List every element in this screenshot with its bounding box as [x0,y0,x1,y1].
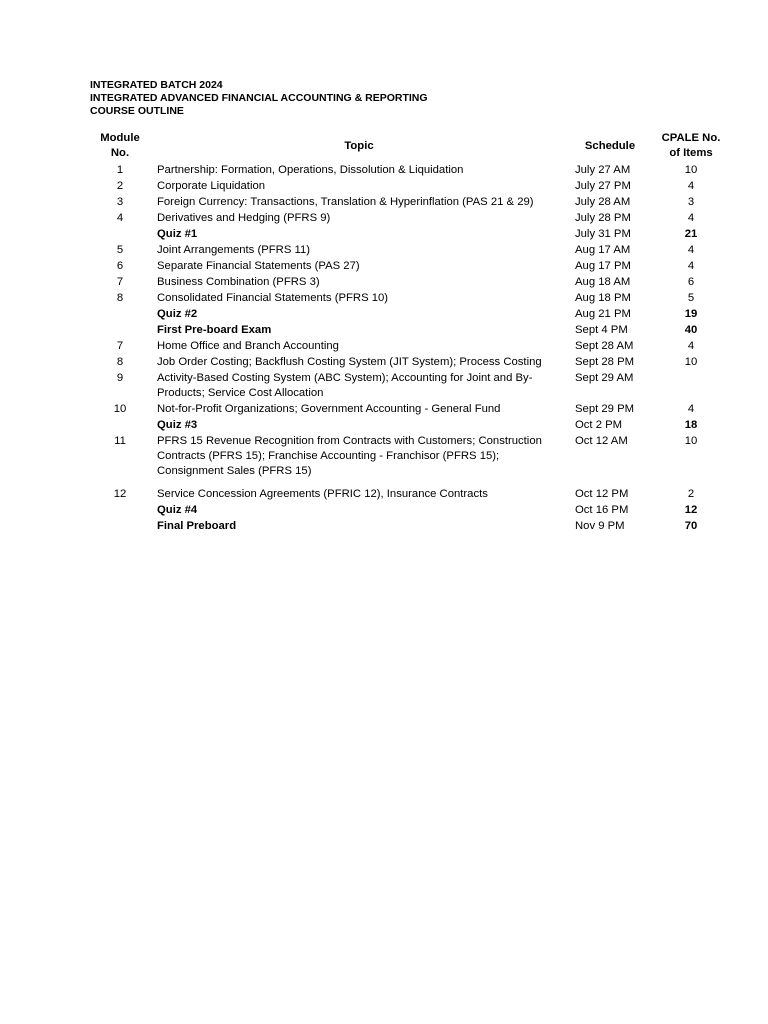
topic-cell: PFRS 15 Revenue Recognition from Contracts with Customers; Construction Contracts (PFRS 15); Franchise Accounting - Franchisor (PFRS 15); Consignment Sales (PFRS 15) [157,434,542,477]
schedule-cell: July 27 PM [575,179,631,192]
topic-cell: Final Preboard [157,520,237,532]
items-cell: 6 [687,275,695,288]
module-cell: 8 [116,291,124,304]
schedule-cell: Sept 29 AM [575,371,634,384]
module-cell [90,322,150,338]
outline-title: COURSE OUTLINE [90,105,184,117]
topic-cell: Corporate Liquidation [157,179,266,192]
module-cell: 7 [116,339,124,352]
table-header-row [90,130,730,162]
module-cell [90,226,150,242]
items-cell [652,370,730,401]
topic-cell: Home Office and Branch Accounting [157,339,339,352]
topic-cell: Business Combination (PFRS 3) [157,275,320,288]
module-header: Module No. [100,132,140,159]
module-cell [90,519,150,535]
items-cell: 70 [684,520,698,532]
module-cell: 2 [116,179,124,192]
schedule-cell: Sept 28 AM [575,339,634,352]
topic-cell: Separate Financial Statements (PAS 27) [157,259,360,272]
schedule-cell: July 27 AM [575,163,631,176]
items-cell: 5 [687,291,695,304]
topic-cell: Activity-Based Costing System (ABC System); Accounting for Joint and By-Products; Service Cost Allocation [157,371,533,399]
table-row [90,178,730,194]
schedule-cell: Aug 18 PM [575,291,631,304]
module-cell [90,417,150,433]
topic-cell: Quiz #3 [157,418,198,431]
module-cell: 9 [116,371,124,384]
items-cell: 2 [687,488,695,500]
quiz-row [90,417,730,433]
table-row [90,242,730,258]
module-cell: 12 [113,488,127,500]
items-cell: 4 [687,211,695,224]
module-cell: 8 [116,355,124,368]
table-body [90,162,730,535]
topic-cell: Foreign Currency: Transactions, Translation & Hyperinflation (PAS 21 & 29) [157,195,534,208]
schedule-cell: Aug 18 AM [575,275,631,288]
items-cell: 4 [687,243,695,256]
table-row [90,338,730,354]
table-row [90,487,730,503]
table-row [90,274,730,290]
items-cell: 10 [684,355,698,368]
topic-cell: First Pre-board Exam [157,323,272,336]
items-cell: 3 [687,195,695,208]
schedule-cell: July 31 PM [575,227,631,240]
items-cell: 4 [687,259,695,272]
schedule-cell: Oct 12 AM [575,434,628,447]
schedule-cell: Sept 4 PM [575,323,628,336]
items-cell: 21 [684,227,698,240]
batch-title: INTEGRATED BATCH 2024 [90,79,223,91]
table-row [90,354,730,370]
topic-cell: Quiz #2 [157,307,198,320]
items-cell: 10 [684,434,698,447]
module-cell: 11 [114,434,126,447]
schedule-cell: Sept 29 PM [575,402,635,415]
topic-header: Topic [344,139,374,152]
table-row [90,370,730,401]
table-row [90,194,730,210]
exam-row [90,519,730,535]
items-header: CPALE No. of Items [661,132,721,159]
topic-cell: Quiz #4 [157,504,198,516]
course-title: INTEGRATED ADVANCED FINANCIAL ACCOUNTING & REPORTING [90,92,428,104]
schedule-cell: July 28 PM [575,211,631,224]
schedule-cell: July 28 AM [575,195,631,208]
topic-cell: Partnership: Formation, Operations, Dissolution & Liquidation [157,163,464,176]
schedule-cell: Aug 17 PM [575,259,631,272]
quiz-row [90,226,730,242]
schedule-cell: Aug 17 AM [575,243,631,256]
document-header [90,79,428,118]
module-cell: 7 [116,275,124,288]
items-cell: 18 [684,418,698,431]
module-cell: 4 [116,211,124,224]
module-cell: 6 [116,259,124,272]
table-row [90,210,730,226]
schedule-cell: Oct 16 PM [575,504,629,516]
module-cell [90,306,150,322]
items-cell: 10 [684,163,698,176]
module-cell [90,503,150,519]
items-cell: 4 [687,339,695,352]
table-row [90,162,730,178]
exam-row [90,322,730,338]
table-row [90,433,730,487]
schedule-header: Schedule [584,139,636,152]
schedule-cell: Nov 9 PM [575,520,625,532]
schedule-cell: Sept 28 PM [575,355,635,368]
table-row [90,401,730,417]
schedule-cell: Oct 12 PM [575,488,629,500]
module-cell: 3 [116,195,124,208]
items-cell: 4 [687,179,695,192]
module-cell: 5 [116,243,124,256]
quiz-row [90,503,730,519]
topic-cell: Derivatives and Hedging (PFRS 9) [157,211,331,224]
topic-cell: Job Order Costing; Backflush Costing System (JIT System); Process Costing [157,355,542,368]
schedule-cell: Aug 21 PM [575,307,631,320]
topic-cell: Consolidated Financial Statements (PFRS 10) [157,291,389,304]
schedule-cell: Oct 2 PM [575,418,623,431]
topic-cell: Service Concession Agreements (PFRIC 12), Insurance Contracts [157,488,488,500]
items-cell: 12 [684,504,698,516]
items-cell: 4 [687,402,695,415]
course-outline-table [90,130,730,535]
topic-cell: Quiz #1 [157,227,198,240]
topic-cell: Joint Arrangements (PFRS 11) [157,243,310,256]
quiz-row [90,306,730,322]
topic-cell: Not-for-Profit Organizations; Government Accounting - General Fund [157,402,501,415]
module-cell: 10 [113,402,127,415]
table-row [90,290,730,306]
table-row [90,258,730,274]
items-cell: 19 [684,307,698,320]
items-cell: 40 [684,323,698,336]
module-cell: 1 [116,163,124,176]
